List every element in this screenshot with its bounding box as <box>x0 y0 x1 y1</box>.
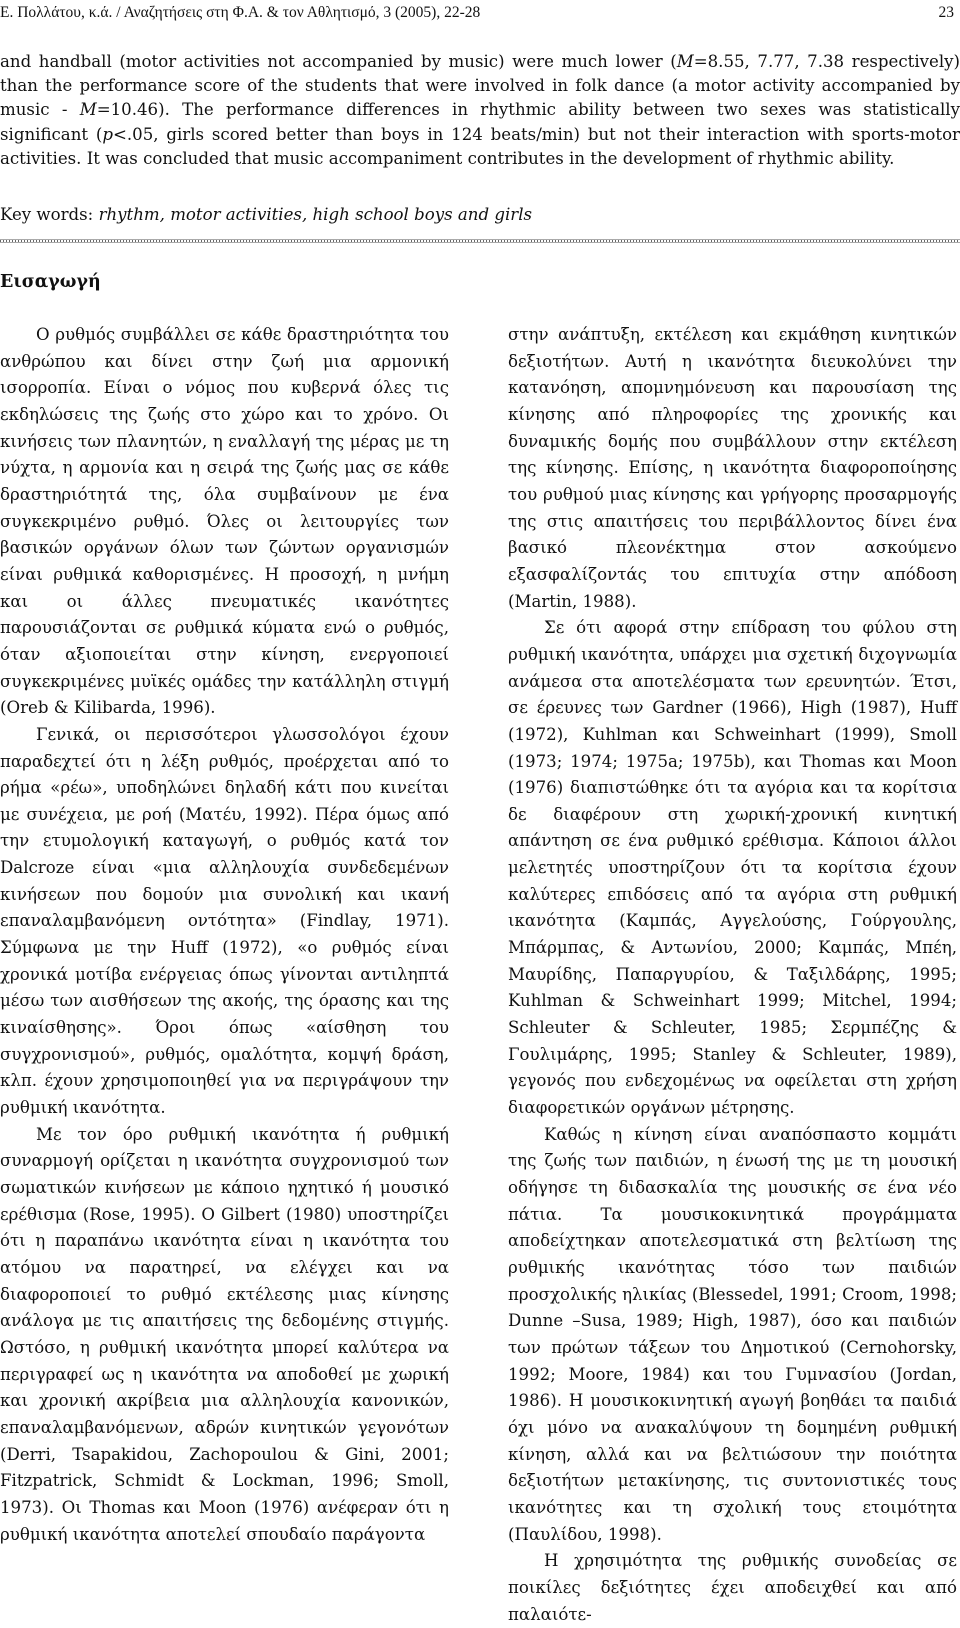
abstract-paragraph: and handball (motor activities not accompanied by music) were much lower (M=8.55, 7.77, 7.38 respectively) than the performance score of the students that were involved in folk dance (a motor activity accompanied by music - M=10.46). The performance differences in rhythmic ability between two sexes was statistically significant (p<.05, girls scored better than boys in 124 beats/min) but not their interaction with sports-motor activities. It was concluded that music accompaniment contributes in the development of rhythmic ability. <box>0 52 960 168</box>
paragraph: στην ανάπτυξη, εκτέλεση και εκμάθηση κινητικών δεξιοτήτων. Αυτή η ικανότητα διευκολύνει την κατανόηση, απομνημόνευση και παρουσίαση της κίνησης από πληροφορίες της χρονικής και δυναμικής δομής που συμβάλλουν στην εκτέλεση της κίνησης. Επίσης, η ικανότητα διαφοροποίησης του ρυθμού μιας κίνησης και γρήγορης προσαρμογής της στις απαιτήσεις του περιβάλλοντος δίνει ένα βασικό πλεονέκτημα στον ασκούμενο εξασφαλίζοντάς του επιτυχία στην απόδοση (Martin, 1988). <box>508 325 957 611</box>
section-title: Εισαγωγή <box>0 272 101 292</box>
paragraph: Καθώς η κίνηση είναι αναπόσπαστο κομμάτι της ζωής των παιδιών, η ένωσή της με τη μουσική οδήγησε τη διδασκαλία της μουσικής σε ένα νέο πάτια. Τα μουσικοκινητικά προγράμματα αποδείχτηκαν αποτελεσματικά στη βελτίωση της ρυθμικής ικανότητας τόσο των παιδιών προσχολικής ηλικίας (Blessedel, 1991; Croom, 1998; Dunne –Susa, 1989; High, 1987), όσο και παιδιών των πρώτων τάξεων του Δημοτικού (Cernohorsky, 1992; Moore, 1984) και του Γυμνασίου (Jordan, 1986). Η μουσικοκινητική αγωγή βοηθάει τα παιδιά όχι μόνο να ανακαλύψουν τη δομημένη ρυθμική κίνηση, αλλά και να βελτιώσουν την ποιότητα δεξιοτήτων μετακίνησης, τις συντονιστικές τους ικανότητες και τη σχολική τους ετοιμότητα (Παυλίδου, 1998). <box>508 1124 957 1544</box>
keywords-value: rhythm, motor activities, high school boys and girls <box>98 205 533 224</box>
keywords-label: Key words: <box>0 205 99 224</box>
paragraph: Ο ρυθμός συμβάλλει σε κάθε δραστηριότητα του ανθρώπου και δίνει στην ζωή μια αρμονική ισορροπία. Είναι ο νόμος που κυβερνά όλες τις εκδηλώσεις της ζωής στο χώρο και το χρόνο. Οι κινήσεις των πλανητών, η εναλλαγή της μέρας με τη νύχτα, η αρμονία και η σειρά της ζωής μας σε κάθε δραστηριότητά της, όλα συμβαίνουν με ένα συγκεκριμένο ρυθμό. Όλες οι λειτουργίες των βασικών οργάνων όλων των ζώντων οργανισμών είναι ρυθμικά καθορισμένες. Η προσοχή, η μνήμη και οι άλλες πνευματικές ικανότητες παρουσιάζονται σε ρυθμικά κύματα ενώ ο ρυθμός, όταν αξιοποιείται στην κίνηση, ενεργοποιεί συγκεκριμένες μυϊκές ομάδες την κατάλληλη στιγμή (Oreb & Kilibarda, 1996). <box>0 325 449 718</box>
paragraph: Η χρησιμότητα της ρυθμικής συνοδείας σε ποικίλες δεξιότητες έχει αποδειχθεί και από παλαιότε- <box>508 1551 957 1624</box>
right-column <box>508 322 957 1628</box>
section-divider <box>0 239 960 243</box>
running-head: Ε. Πολλάτου, κ.ά. / Αναζητήσεις στη Φ.Α. & τον Αθλητισμό, 3 (2005), 22-28 <box>0 4 481 21</box>
paragraph: Με τον όρο ρυθμική ικανότητα ή ρυθμική συναρμογή ορίζεται η ικανότητα συγχρονισμού των σωματικών κινήσεων με κάποιο ηχητικό ή μουσικό ερέθισμα (Rose, 1995). Ο Gilbert (1980) υποστηρίζει ότι η παραπάνω ικανότητα είναι η ικανότητα του ατόμου να παρατηρεί, να ελέγχει και να διαφοροποιεί το ρυθμό εκτέλεσης μιας κίνησης ανάλογα με τις απαιτήσεις της δεδομένης στιγμής. Ωστόσο, η ρυθμική ικανότητα μπορεί καλύτερα να περιγραφεί ως η ικανότητα να αποδοθεί με χωρική και χρονική ακρίβεια μια αλληλουχία κανονικών, επαναλαμβανόμενων, αδρών κινητικών γεγονότων (Derri, Tsapakidou, Zachopoulou & Gini, 2001; Fitzpatrick, Schmidt & Lockman, 1996; Smoll, 1973). Οι Thomas και Moon (1976) ανέφεραν ότι η ρυθμική ικανότητα αποτελεί σπουδαίο παράγοντα <box>0 1124 449 1544</box>
paragraph: Σε ότι αφορά στην επίδραση του φύλου στη ρυθμική ικανότητα, υπάρχει μια σχετική διχογνωμία ανάμεσα στα αποτελέσματα των ερευνητών. Έτσι, σε έρευνες των Gardner (1966), High (1987), Huff (1972), Kuhlman και Schweinhart (1999), Smoll (1973; 1974; 1975a; 1975b), και Thomas και Moon (1976) διαπιστώθηκε ότι τα αγόρια και τα κορίτσια δε διαφέρουν στη χωρική-χρονική κινητική απάντηση σε ένα ρυθμικό ερέθισμα. Κάποιοι άλλοι μελετητές υποστηρίζουν ότι τα κορίτσια έχουν καλύτερες επιδόσεις από τα αγόρια στη ρυθμική ικανότητα (Καμπάς, Αγγελούσης, Γούργουλης, Μπάρμπας, & Αντωνίου, 2000; Καμπάς, Μπέη, Μαυρίδης, Παπαργυρίου, & Ταξιλδάρης, 1995; Kuhlman & Schweinhart 1999; Mitchel, 1994; Schleuter & Schleuter, 1985; Σερμπέζης & Γουλιμάρης, 1995; Stanley & Schleuter, 1989), γεγονός που ενδεχομένως να οφείλεται στη χρήση διαφορετικών οργάνων μέτρησης. <box>508 618 957 1118</box>
keywords <box>0 205 532 224</box>
page-number: 23 <box>938 4 954 21</box>
paragraph: Γενικά, οι περισσότεροι γλωσσολόγοι έχουν παραδεχτεί ότι η λέξη ρυθμός, προέρχεται από το ρήμα «ρέω», υποδηλώνει δηλαδή κάτι που κινείται με συνέχεια, με ροή (Ματέυ, 1992). Πέρα όμως από την ετυμολογική καταγωγή, ο ρυθμός κατά τον Dalcroze είναι «μια αλληλουχία συνδεδεμένων κινήσεων που δομούν μια συνολική και ικανή επαναλαμβανόμενη οντότητα» (Findlay, 1971). Σύμφωνα με την Huff (1972), «ο ρυθμός είναι χρονικά μοτίβα ενέργειας όπως γίνονται αντιληπτά μέσω των αισθήσεων της ακοής, της όρασης και της κιναίσθησης». Όροι όπως «αίσθηση του συγχρονισμού», ρυθμός, ομαλότητα, κομψή δράση, κλπ. έχουν χρησιμοποιηθεί για να περιγράψουν την ρυθμική ικανότητα. <box>0 724 449 1118</box>
left-column <box>0 322 449 1548</box>
